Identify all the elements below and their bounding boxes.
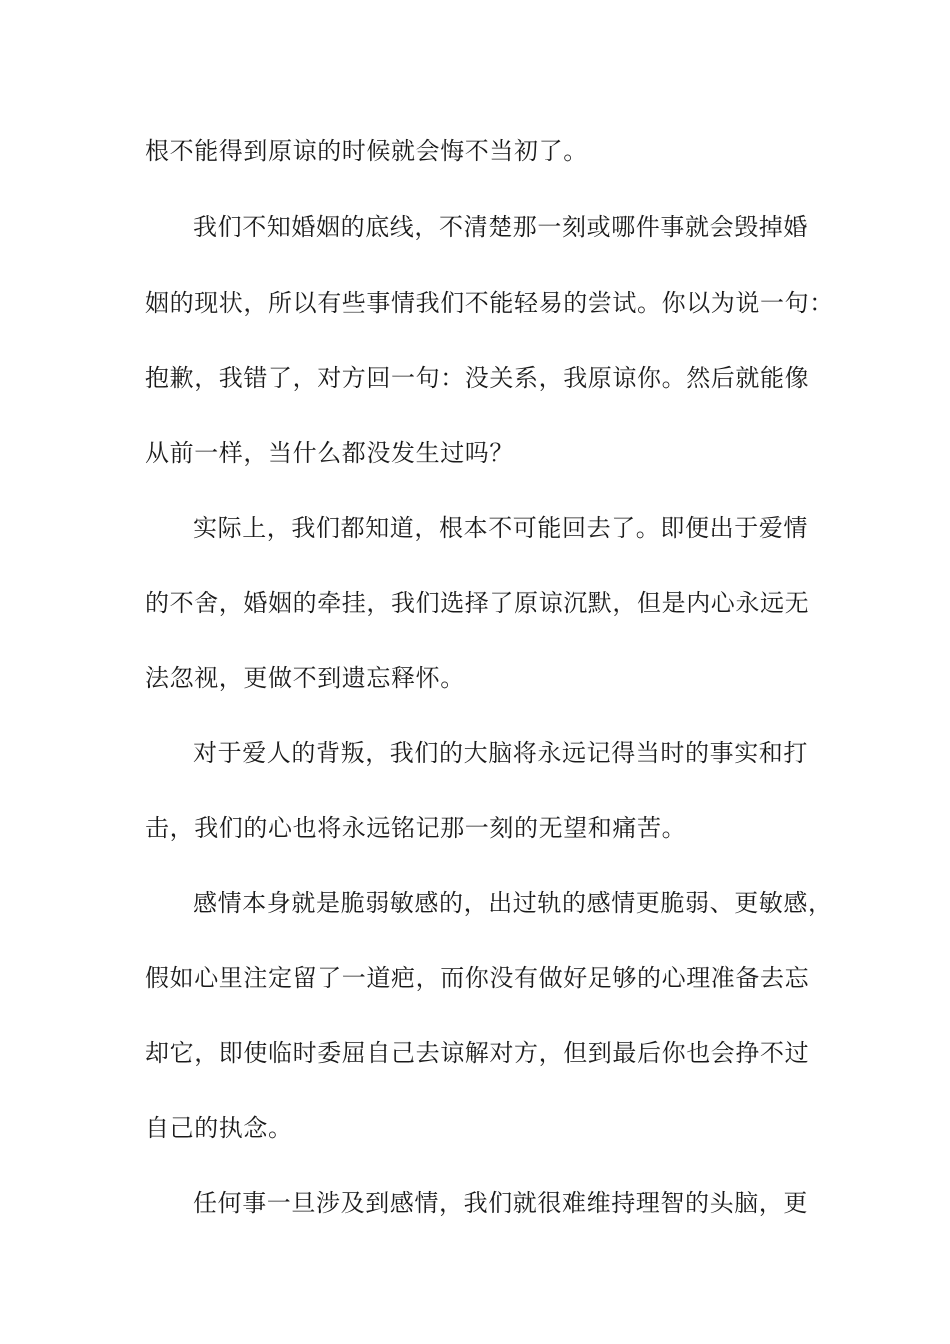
text-line: 的不舍，婚姻的牵挂，我们选择了原谅沉默，但是内心永远无 [145, 589, 810, 617]
text-line: 假如心里注定留了一道疤，而你没有做好足够的心理准备去忘 [145, 964, 810, 992]
paragraph-first-line: 任何事一旦涉及到感情，我们就很难维持理智的头脑，更 [193, 1189, 808, 1217]
text-line: 击，我们的心也将永远铭记那一刻的无望和痛苦。 [145, 814, 687, 842]
paragraph-first-line: 对于爱人的背叛，我们的大脑将永远记得当时的事实和打 [193, 739, 808, 767]
text-line: 自己的执念。 [145, 1114, 293, 1142]
text-line: 姻的现状，所以有些事情我们不能轻易的尝试。你以为说一句： [145, 289, 834, 317]
text-line: 抱歉，我错了，对方回一句：没关系，我原谅你。然后就能像 [145, 364, 810, 392]
paragraph-first-line: 感情本身就是脆弱敏感的，出过轨的感情更脆弱、更敏感， [193, 889, 833, 917]
paragraph-first-line: 我们不知婚姻的底线，不清楚那一刻或哪件事就会毁掉婚 [193, 213, 808, 241]
text-line: 从前一样，当什么都没发生过吗？ [145, 439, 514, 467]
text-line: 却它，即使临时委屈自己去谅解对方，但到最后你也会挣不过 [145, 1039, 810, 1067]
text-line: 法忽视，更做不到遗忘释怀。 [145, 664, 465, 692]
text-line: 根不能得到原谅的时候就会悔不当初了。 [145, 137, 588, 165]
paragraph-first-line: 实际上，我们都知道，根本不可能回去了。即便出于爱情 [193, 514, 808, 542]
